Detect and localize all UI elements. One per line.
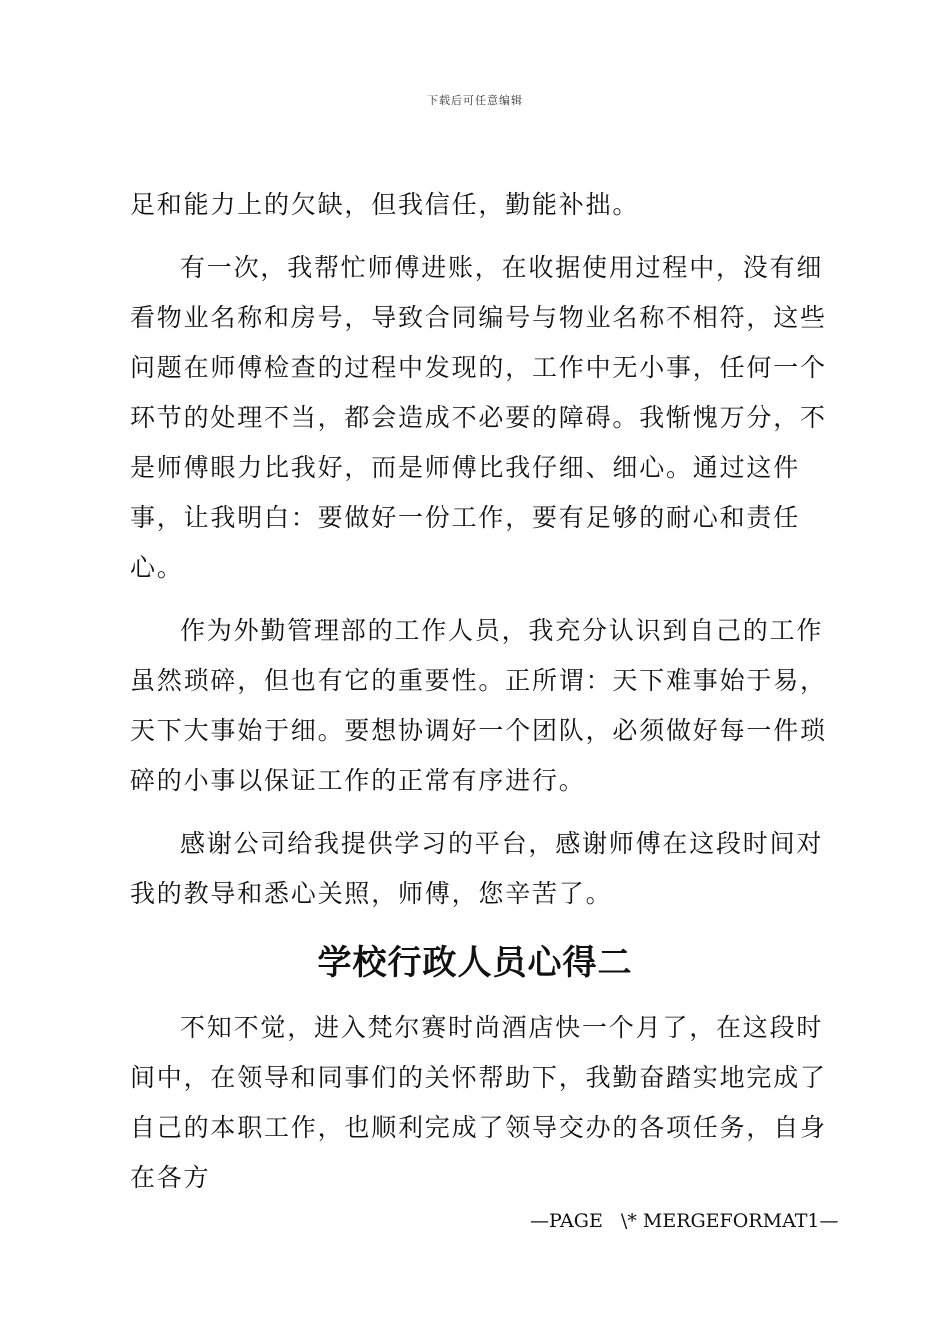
header-note: 下载后可任意编辑 xyxy=(427,94,523,107)
paragraph-field-management: 作为外勤管理部的工作人员，我充分认识到自己的工作虽然琐碎，但也有它的重要性。正所谓：天下难事始于易，天下大事始于细。要想协调好一个团队，必须做好每一件琐碎的小事以保证工作的正常有序进行。 xyxy=(130,616,827,795)
paragraph-bookkeeping-story: 有一次，我帮忙师傅进账，在收据使用过程中，没有细看物业名称和房号，导致合同编号与物业名称不相符，这些问题在师傅检查的过程中发现的，工作中无小事，任何一个环节的处理不当，都会造成不必要的障碍。我惭愧万分，不是师傅眼力比我好，而是师傅比我仔细、细心。通过这件事，让我明白：要做好一份工作，要有足够的耐心和责任心。 xyxy=(130,253,827,582)
paragraph-section-intro: 不知不觉，进入梵尔赛时尚酒店快一个月了，在这段时间中，在领导和同事们的关怀帮助下，我勤奋踏实地完成了自己的本职工作，也顺利完成了领导交办的各项任务，自身在各方 xyxy=(130,1013,827,1192)
page-number-field: —PAGE \* MERGEFORMAT1— xyxy=(530,1210,839,1232)
document-body xyxy=(130,180,842,932)
section-title: 学校行政人员心得二 xyxy=(317,943,633,983)
paragraph-continuation: 足和能力上的欠缺，但我信任，勤能补拙。 xyxy=(130,190,640,219)
paragraph-thanks: 感谢公司给我提供学习的平台，感谢师傅在这段时间对我的教导和悉心关照，师傅，您辛苦了。 xyxy=(130,829,824,908)
section-body xyxy=(130,1003,842,1216)
